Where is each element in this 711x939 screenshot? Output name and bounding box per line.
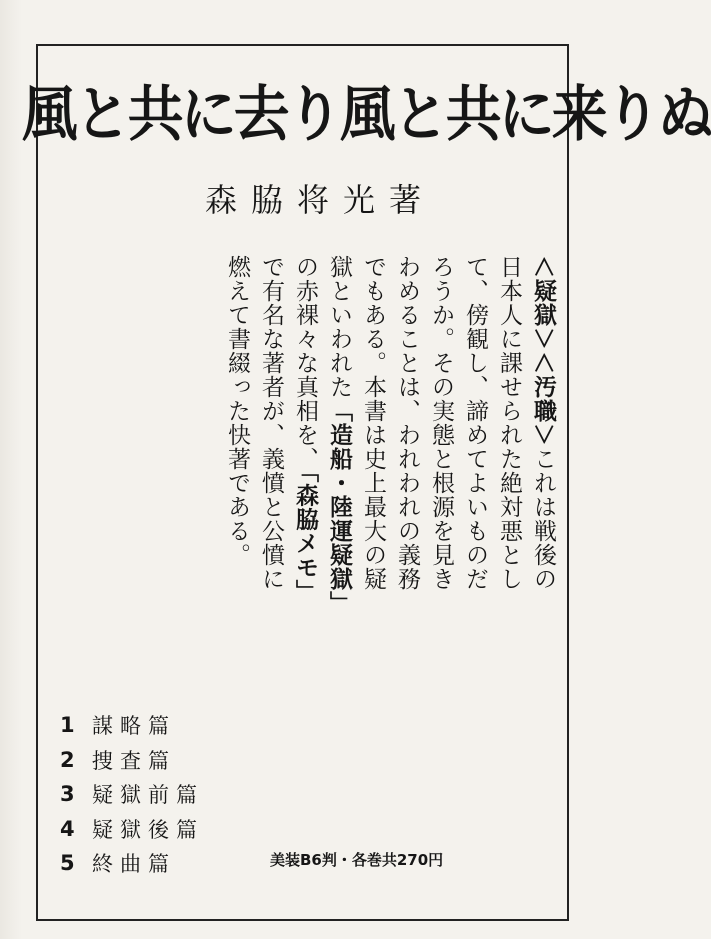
volume-title: 疑獄後篇 xyxy=(92,817,204,842)
column-text: 獄といわれた xyxy=(326,255,352,399)
description-column: でもある。本書は史上最大の疑 xyxy=(360,255,386,591)
description-column: て、傍観し、諦めてよいものだ xyxy=(462,255,488,591)
volume-title: 謀略篇 xyxy=(92,714,176,739)
keyword-shipbuilding-scandal: 「造船・陸運疑獄」 xyxy=(326,399,352,615)
description-column: 日本人に課せられた絶対悪とし xyxy=(496,255,522,591)
description-column xyxy=(322,255,356,655)
volume-number: 2 xyxy=(60,747,75,772)
description-column: わめることは、われわれの義務 xyxy=(394,255,420,591)
volume-list xyxy=(60,708,260,881)
volume-item xyxy=(60,846,260,881)
author-line: 森脇将光著 xyxy=(205,181,436,219)
description-column: で有名な著者が、義憤と公憤に xyxy=(258,255,284,591)
price-line: 美装B6判・各巻共270円 xyxy=(270,851,444,869)
volume-item xyxy=(60,743,260,778)
volume-item xyxy=(60,812,260,847)
description-vertical-text xyxy=(160,255,560,655)
volume-number: 1 xyxy=(60,713,75,738)
description-column: ろうか。その実態と根源を見き xyxy=(428,255,454,591)
description-column xyxy=(288,255,322,655)
volume-number: 4 xyxy=(60,816,75,841)
column-text: の赤裸々な真相を、 xyxy=(292,255,318,471)
keyword-scandal: ＜疑獄＞ xyxy=(530,255,556,351)
volume-item xyxy=(60,708,260,743)
volume-title: 疑獄前篇 xyxy=(92,783,204,808)
volume-item xyxy=(60,777,260,812)
volume-number: 5 xyxy=(60,851,75,876)
keyword-corruption: ＜汚職＞ xyxy=(530,351,556,447)
keyword-moriwaki-memo: 「森脇メモ」 xyxy=(292,471,318,604)
description-column xyxy=(526,255,560,655)
scan-edge-shading xyxy=(0,0,22,939)
volume-title: 終曲篇 xyxy=(92,852,176,877)
volume-number: 3 xyxy=(60,782,75,807)
column-text: これは戦後の xyxy=(530,447,556,591)
book-title: 風と共に去り風と共に来りぬ xyxy=(21,80,711,150)
description-column: 燃えて書綴った快著である。 xyxy=(224,255,250,567)
volume-title: 捜査篇 xyxy=(92,748,176,773)
